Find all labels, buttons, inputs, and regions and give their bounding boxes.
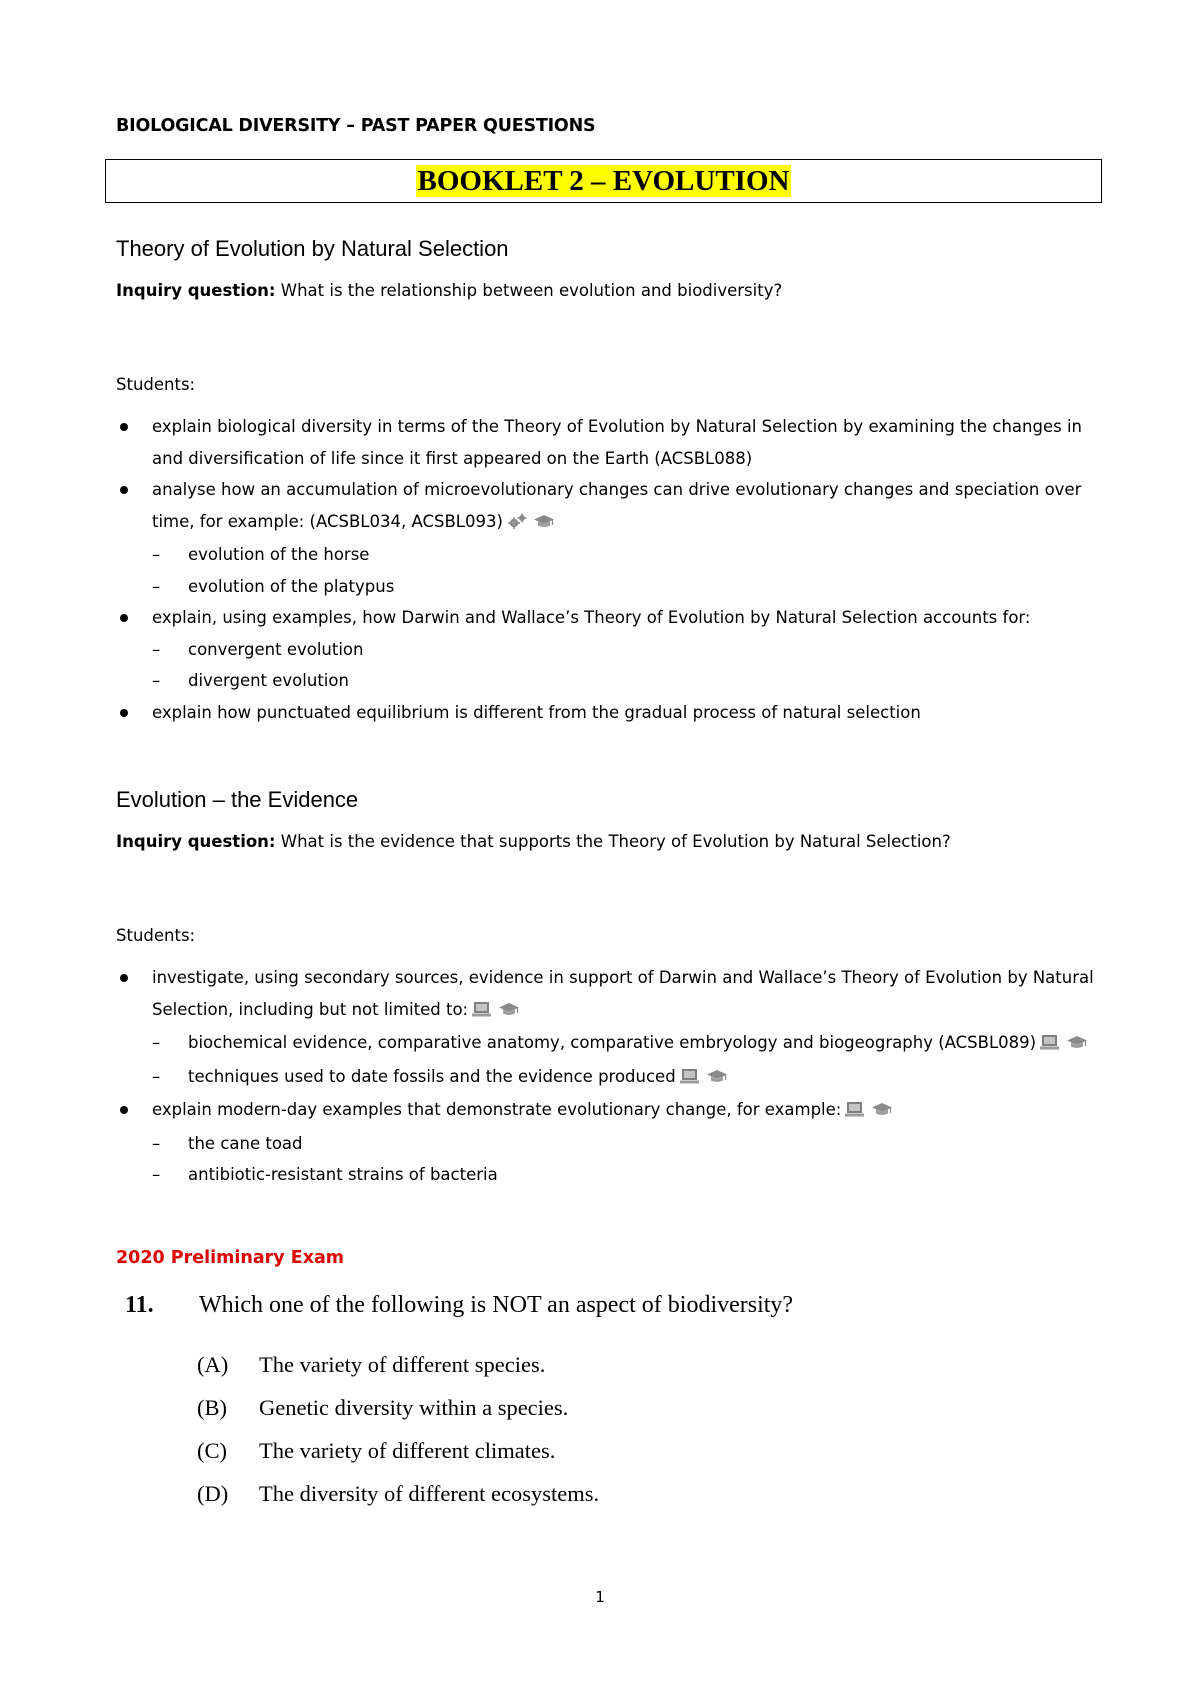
inquiry-text: What is the relationship between evolution and biodiversity? — [275, 281, 783, 300]
graduation-cap-icon — [498, 996, 520, 1028]
bullet-dot — [120, 423, 128, 431]
sub-item — [116, 539, 1096, 571]
item-text-wrapper — [188, 634, 1096, 666]
item-text: evolution of the platypus — [188, 576, 395, 596]
sub-item — [116, 665, 1096, 697]
graduation-cap-icon — [706, 1063, 728, 1095]
item-text: analyse how an accumulation of microevolutionary changes can drive evolutionary changes and speciation over time, for example: (ACSBL034, ACSBL093) — [152, 480, 1082, 531]
outcomes-list-2 — [116, 962, 1096, 1191]
option-c — [197, 1438, 555, 1464]
inquiry-label: Inquiry question: — [116, 832, 276, 851]
bullet-dot — [120, 709, 128, 717]
sub-item — [116, 634, 1096, 666]
page-number: 1 — [595, 1588, 605, 1606]
bullet-dot — [120, 614, 128, 622]
document-header: BIOLOGICAL DIVERSITY – PAST PAPER QUESTIONS — [116, 116, 596, 136]
sub-item — [116, 1061, 1096, 1095]
bullet-item — [116, 1094, 1096, 1128]
item-text: techniques used to date fossils and the evidence produced — [188, 1066, 676, 1086]
bullet-item — [116, 474, 1096, 539]
item-text: investigate, using secondary sources, evidence in support of Darwin and Wallace’s Theory of Evolution by Natural Selection, including but not limited to: — [152, 968, 1094, 1019]
option-text: The variety of different species. — [259, 1352, 546, 1377]
bullet-dot — [120, 974, 128, 982]
graduation-cap-icon — [533, 508, 555, 540]
option-letter: (A) — [197, 1352, 229, 1377]
outcomes-list-1 — [116, 411, 1096, 728]
item-text: evolution of the horse — [188, 545, 370, 564]
dash-marker: – — [152, 576, 161, 596]
item-text-wrapper — [152, 962, 1096, 1027]
item-text-wrapper — [152, 411, 1096, 474]
dash-marker: – — [152, 1165, 161, 1184]
graduation-cap-icon — [1066, 1029, 1088, 1061]
sub-item — [116, 1159, 1096, 1191]
item-text-wrapper — [152, 602, 1096, 634]
graduation-cap-icon — [871, 1096, 893, 1128]
inquiry-question-2 — [116, 832, 951, 851]
item-text: divergent evolution — [188, 671, 349, 690]
option-letter: (C) — [197, 1438, 227, 1463]
dash-marker: – — [152, 1066, 161, 1086]
item-text: explain, using examples, how Darwin and Wallace’s Theory of Evolution by Natural Selection accounts for: — [152, 608, 1031, 627]
option-letter: (D) — [197, 1481, 229, 1506]
bullet-dot — [120, 486, 128, 494]
item-text: biochemical evidence, comparative anatomy, comparative embryology and biogeography (ACSBL089) — [188, 1033, 1037, 1052]
item-text: the cane toad — [188, 1133, 303, 1153]
computer-icon — [472, 996, 494, 1028]
computer-icon — [680, 1063, 702, 1095]
item-text: antibiotic-resistant strains of bacteria — [188, 1165, 498, 1184]
question-text: Which one of the following is NOT an aspect of biodiversity? — [199, 1292, 794, 1318]
item-text: explain biological diversity in terms of the Theory of Evolution by Natural Selection by examining the changes in and diversification of life since it first appeared on the Earth (ACSBL088) — [152, 417, 1082, 468]
item-text: convergent evolution — [188, 639, 364, 659]
students-label-2: Students: — [116, 926, 196, 945]
item-text-wrapper — [188, 665, 1096, 697]
sub-item — [116, 1027, 1096, 1061]
exam-label: 2020 Preliminary Exam — [116, 1248, 345, 1268]
dash-marker: – — [152, 671, 161, 690]
option-b — [197, 1395, 568, 1421]
item-text-wrapper — [188, 539, 1096, 571]
item-text-wrapper — [152, 1094, 1096, 1128]
item-text-wrapper — [188, 1027, 1096, 1061]
bullet-item — [116, 602, 1096, 634]
gears-icon — [507, 508, 529, 540]
dash-marker: – — [152, 639, 161, 659]
item-text-wrapper — [152, 697, 1096, 729]
dash-marker: – — [152, 1133, 161, 1153]
item-text-wrapper — [152, 474, 1096, 539]
item-text: explain how punctuated equilibrium is different from the gradual process of natural selection — [152, 702, 921, 722]
inquiry-text: What is the evidence that supports the Theory of Evolution by Natural Selection? — [275, 832, 951, 851]
bullet-dot — [120, 1106, 128, 1114]
bullet-item — [116, 697, 1096, 729]
computer-icon — [1040, 1029, 1062, 1061]
item-text-wrapper — [188, 1061, 1096, 1095]
option-d — [197, 1481, 599, 1507]
question-number: 11. — [125, 1292, 154, 1318]
inquiry-question-1 — [116, 281, 782, 300]
item-text-wrapper — [188, 1159, 1096, 1191]
item-text: explain modern-day examples that demonstrate evolutionary change, for example: — [152, 1100, 842, 1119]
booklet-title: BOOKLET 2 – EVOLUTION — [417, 165, 790, 197]
sub-item — [116, 1128, 1096, 1160]
item-text-wrapper — [188, 1128, 1096, 1160]
computer-icon — [845, 1096, 867, 1128]
option-text: Genetic diversity within a species. — [259, 1395, 569, 1420]
item-text-wrapper — [188, 571, 1096, 603]
students-label-1: Students: — [116, 375, 196, 394]
sub-item — [116, 571, 1096, 603]
booklet-title-box — [105, 159, 1102, 203]
option-text: The diversity of different ecosystems. — [259, 1481, 600, 1506]
option-text: The variety of different climates. — [259, 1438, 556, 1463]
dash-marker: – — [152, 545, 161, 564]
section-heading-theory: Theory of Evolution by Natural Selection — [116, 236, 509, 261]
dash-marker: – — [152, 1033, 161, 1052]
inquiry-label: Inquiry question: — [116, 281, 276, 300]
option-a — [197, 1352, 545, 1378]
option-letter: (B) — [197, 1395, 227, 1420]
bullet-item — [116, 962, 1096, 1027]
section-heading-evidence: Evolution – the Evidence — [116, 787, 359, 812]
bullet-item — [116, 411, 1096, 474]
